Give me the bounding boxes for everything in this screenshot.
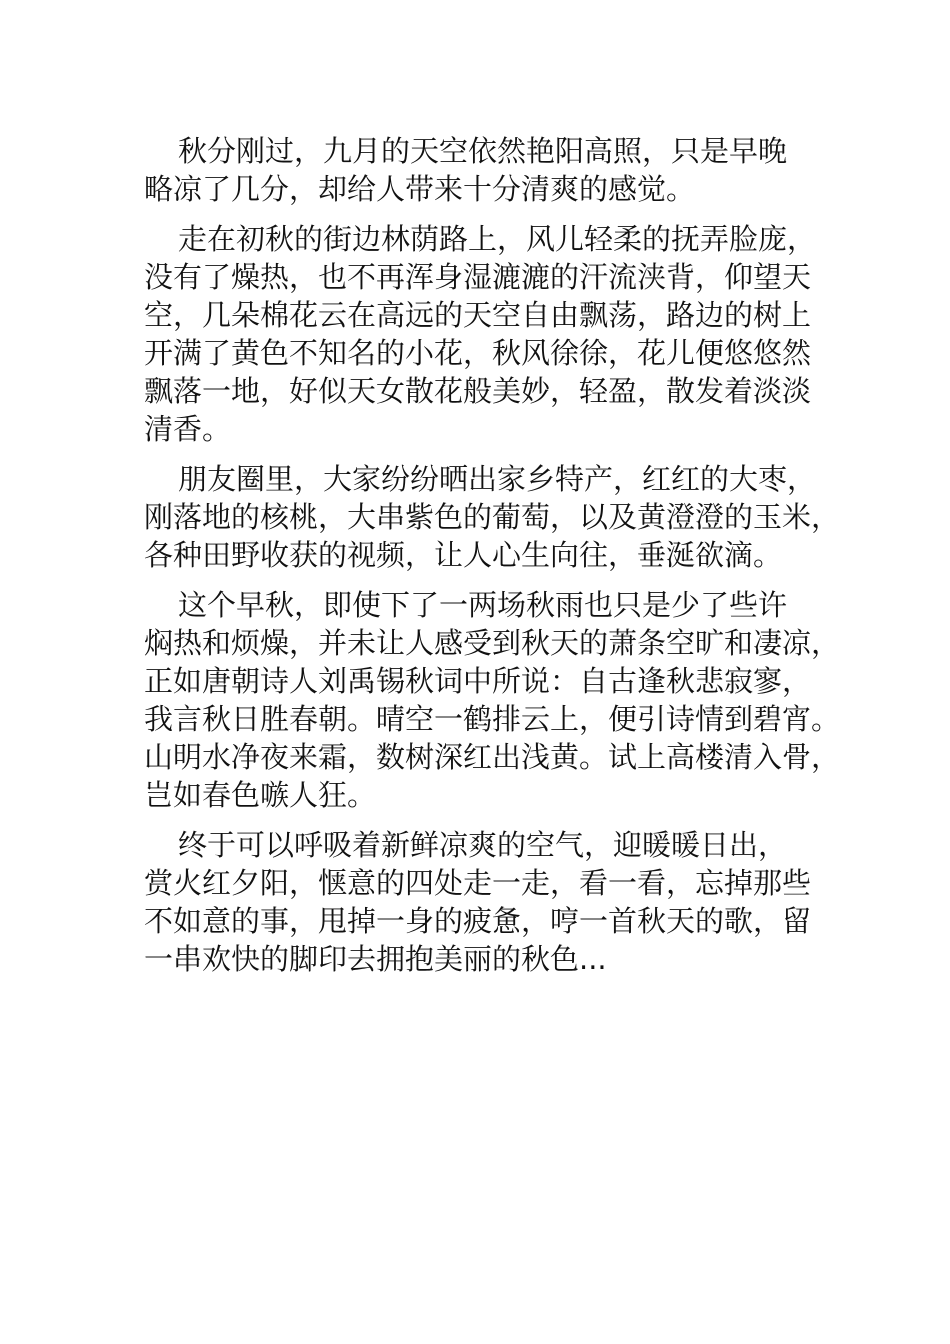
paragraph-line: 山明水净夜来霜，数树深红出浅黄。试上高楼清入骨， — [144, 740, 841, 774]
paragraph-line: 各种田野收获的视频，让人心生向往，垂涎欲滴。 — [144, 538, 783, 572]
paragraph-line: 空，几朵棉花云在高远的天空自由飘荡，路边的树上 — [144, 298, 812, 332]
paragraph-3 — [144, 460, 844, 574]
paragraph-4 — [144, 586, 844, 814]
paragraph-line: 刚落地的核桃，大串紫色的葡萄，以及黄澄澄的玉米， — [144, 500, 841, 534]
paragraph-line: 焖热和烦燥，并未让人感受到秋天的萧条空旷和凄凉， — [144, 626, 841, 660]
paragraph-line: 这个早秋，即使下了一两场秋雨也只是少了些许 — [178, 588, 788, 622]
paragraph-1 — [144, 132, 844, 208]
paragraph-line: 岂如春色嗾人狂。 — [144, 778, 377, 812]
paragraph-line: 略凉了几分，却给人带来十分清爽的感觉。 — [144, 172, 696, 206]
paragraph-5 — [144, 826, 844, 978]
paragraph-line: 一串欢快的脚印去拥抱美丽的秋色... — [144, 942, 607, 976]
article-body — [144, 132, 844, 990]
paragraph-2 — [144, 220, 844, 448]
paragraph-line: 我言秋日胜春朝。晴空一鹤排云上，便引诗情到碧宵。 — [144, 702, 841, 736]
paragraph-line: 没有了燥热，也不再浑身湿漉漉的汗流浃背，仰望天 — [144, 260, 812, 294]
paragraph-line: 朋友圈里，大家纷纷晒出家乡特产，红红的大枣， — [178, 462, 817, 496]
paragraph-line: 不如意的事，甩掉一身的疲惫，哼一首秋天的歌，留 — [144, 904, 812, 938]
paragraph-line: 清香。 — [144, 412, 232, 446]
paragraph-line: 走在初秋的街边林荫路上，风儿轻柔的抚弄脸庞， — [178, 222, 817, 256]
paragraph-line: 秋分刚过，九月的天空依然艳阳高照，只是早晚 — [178, 134, 788, 168]
paragraph-line: 开满了黄色不知名的小花，秋风徐徐，花儿便悠悠然 — [144, 336, 812, 370]
paragraph-line: 赏火红夕阳，惬意的四处走一走，看一看，忘掉那些 — [144, 866, 812, 900]
paragraph-line: 终于可以呼吸着新鲜凉爽的空气，迎暖暖日出， — [178, 828, 788, 862]
paragraph-line: 正如唐朝诗人刘禹锡秋词中所说：自古逢秋悲寂寥， — [144, 664, 812, 698]
paragraph-line: 飘落一地，好似天女散花般美妙，轻盈，散发着淡淡 — [144, 374, 812, 408]
